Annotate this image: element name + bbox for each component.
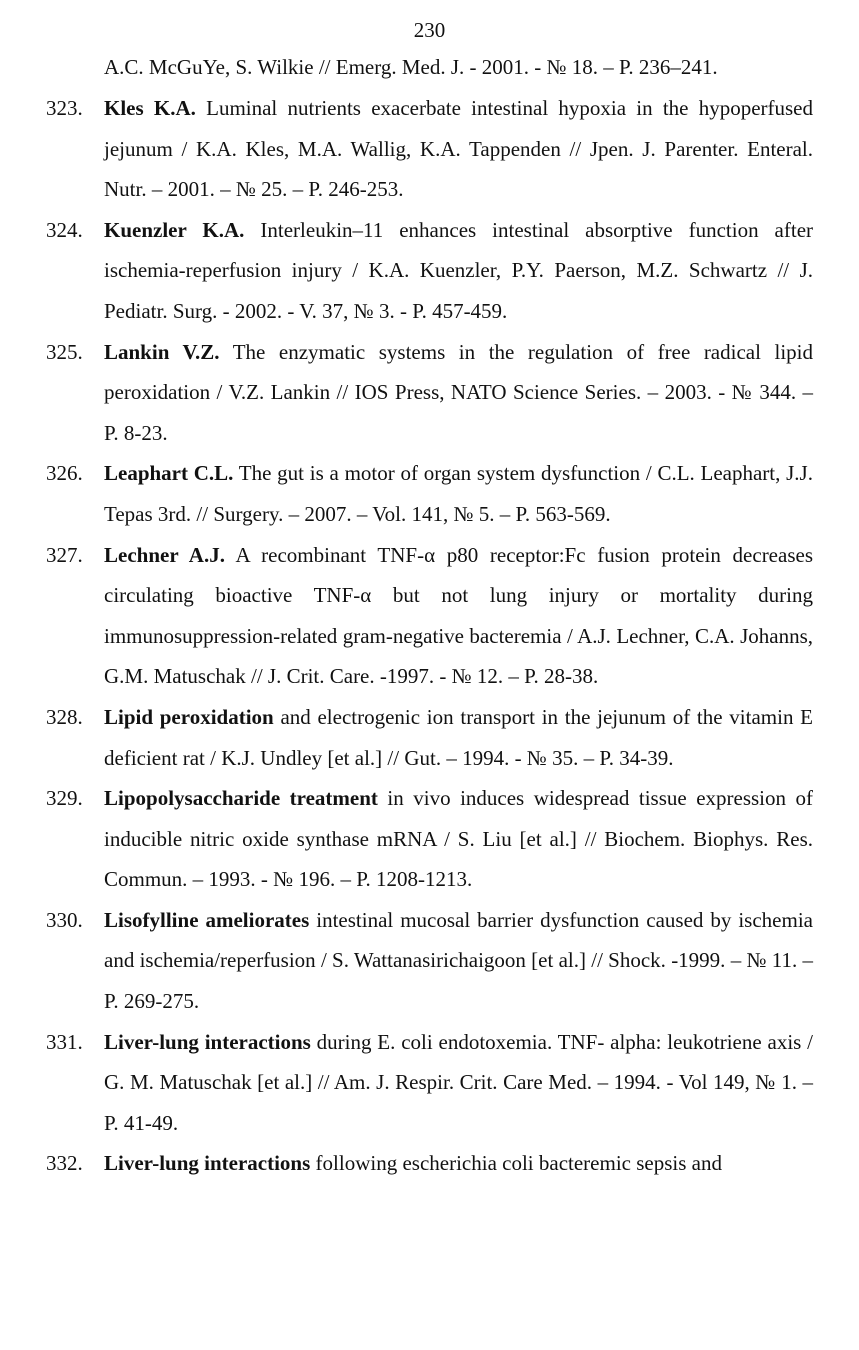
- reference-text: [104, 210, 813, 332]
- reference-text: [104, 535, 813, 697]
- reference-text: [104, 778, 813, 900]
- reference-number: 331.: [46, 1029, 83, 1054]
- reference-author: Lisofylline ameliorates: [104, 907, 310, 932]
- reference-item: [46, 332, 813, 454]
- reference-body: in vivo induces widespread tissue expression of inducible nitric oxide synthase mRNA / S. Liu [et al.] // Biochem. Biophys. Res. Commun. – 1993. - № 196. – P. 1208-1213.: [104, 786, 813, 892]
- reference-body: following escherichia coli bacteremic sepsis and: [310, 1151, 722, 1176]
- reference-list: [46, 88, 813, 1184]
- reference-text: [104, 88, 813, 210]
- reference-number: 324.: [46, 217, 83, 242]
- reference-author: Lankin V.Z.: [104, 339, 220, 364]
- reference-body: A recombinant TNF-α p80 receptor:Fc fusion protein decreases circulating bioactive TNF-α but not lung injury or mortality during immunosuppression-related gram-negative bacteremia / A.J. Lechner, C.A. Johanns, G.M. Matuschak // J. Crit. Care. -1997. - № 12. – P. 28-38.: [104, 542, 813, 689]
- reference-item: [46, 1143, 813, 1184]
- reference-author: Leaphart C.L.: [104, 461, 234, 486]
- reference-number: 332.: [46, 1151, 83, 1176]
- reference-item: [46, 1022, 813, 1144]
- reference-text: [104, 1022, 813, 1144]
- reference-body: during E. coli endotoxemia. TNF- alpha: leukotriene axis / G. M. Matuschak [et al.] // Am. J. Respir. Crit. Care Med. – 1994. - Vol 149, № 1. – P. 41-49.: [104, 1029, 813, 1135]
- reference-item: [46, 535, 813, 697]
- reference-body: Interleukin–11 enhances intestinal absorptive function after ischemia-reperfusion injury / K.A. Kuenzler, P.Y. Paerson, M.Z. Schwartz // J. Pediatr. Surg. - 2002. - V. 37, № 3. - P. 457-459.: [104, 217, 814, 323]
- reference-author: Kuenzler K.A.: [104, 217, 245, 242]
- reference-author: Liver-lung interactions: [104, 1029, 311, 1054]
- reference-text: [104, 697, 813, 778]
- reference-number: 327.: [46, 542, 83, 567]
- reference-text: [104, 453, 813, 534]
- reference-text: [104, 332, 813, 454]
- reference-body: The gut is a motor of organ system dysfunction / C.L. Leaphart, J.J. Tepas 3rd. // Surgery. – 2007. – Vol. 141, № 5. – P. 563-569.: [104, 461, 813, 526]
- reference-number: 328.: [46, 704, 83, 729]
- reference-body: intestinal mucosal barrier dysfunction caused by ischemia and ischemia/reperfusion / S. Wattanasirichaigoon [et al.] // Shock. -1999. – № 11. – P. 269-275.: [104, 907, 813, 1014]
- reference-number: 323.: [46, 96, 83, 120]
- reference-text: [104, 900, 813, 1022]
- reference-number: 329.: [46, 786, 83, 811]
- reference-body: Luminal nutrients exacerbate intestinal hypoxia in the hypoperfused jejunum / K.A. Kles, M.A. Wallig, K.A. Tappenden // Jpen. J. Parenter. Enteral. Nutr. – 2001. – № 25. – P. 246-253.: [104, 96, 813, 202]
- reference-author: Lipid peroxidation: [104, 704, 274, 729]
- reference-number: 330.: [46, 907, 83, 932]
- reference-body: and electrogenic ion transport in the jejunum of the vitamin E deficient rat / K.J. Undley [et al.] // Gut. – 1994. - № 35. – P. 34-39.: [104, 704, 813, 770]
- reference-number: 325.: [46, 339, 83, 364]
- reference-number: 326.: [46, 461, 83, 486]
- reference-item: [46, 88, 813, 210]
- reference-item: [46, 453, 813, 534]
- reference-item: [46, 210, 813, 332]
- reference-item: [46, 697, 813, 778]
- reference-item: [46, 778, 813, 900]
- reference-item: [46, 900, 813, 1022]
- reference-author: Liver-lung interactions: [104, 1151, 311, 1176]
- page-number: 230: [413, 18, 446, 42]
- reference-continuation: A.C. McGuYe, S. Wilkie // Emerg. Med. J. - 2001. - № 18. – P. 236–241.: [104, 55, 718, 79]
- reference-author: Kles K.A.: [104, 96, 196, 120]
- reference-author: Lechner A.J.: [104, 542, 225, 567]
- reference-text: [104, 1143, 813, 1184]
- reference-body: The enzymatic systems in the regulation of free radical lipid peroxidation / V.Z. Lankin // IOS Press, NATO Science Series. – 2003. - № 344. – P. 8-23.: [104, 339, 813, 445]
- reference-author: Lipopolysaccharide treatment: [104, 786, 378, 811]
